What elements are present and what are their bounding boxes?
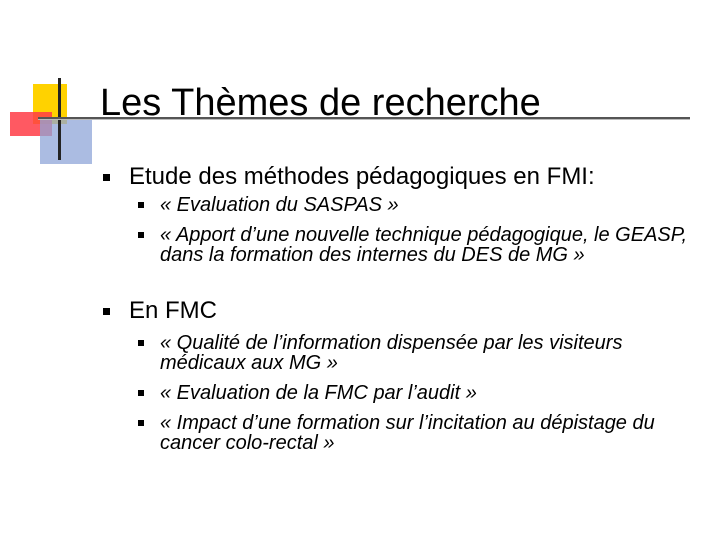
square-bullet-icon (138, 390, 144, 396)
list-item (160, 333, 700, 373)
section-heading-fmc (129, 297, 217, 325)
list-item-text: « Impact d’une formation sur l’incitation au dépistage du cancer colo-rectal » (160, 412, 655, 454)
square-bullet-icon (138, 340, 144, 346)
square-bullet-icon (138, 202, 144, 208)
list-item-text: « Evaluation du SASPAS » (160, 194, 399, 216)
decor-blue-square (40, 118, 92, 164)
list-item (160, 413, 700, 453)
section-heading-text: En FMC (129, 297, 218, 324)
list-item-text: « Qualité de l’information dispensée par les visiteurs médicaux aux MG » (160, 332, 623, 374)
square-bullet-icon (103, 308, 110, 315)
list-item (160, 195, 700, 215)
section-heading-fmi (129, 163, 595, 191)
list-item (160, 383, 700, 403)
slide-title: Les Thèmes de recherche (100, 82, 541, 124)
list-item-text: « Apport d’une nouvelle technique pédagogique, le GEASP, dans la formation des internes du DES de MG » (160, 224, 688, 266)
section-heading-text: Etude des méthodes pédagogiques en FMI: (129, 163, 595, 190)
list-item (160, 225, 700, 265)
list-item-text: « Evaluation de la FMC par l’audit » (160, 382, 477, 404)
square-bullet-icon (103, 174, 110, 181)
square-bullet-icon (138, 232, 144, 238)
square-bullet-icon (138, 420, 144, 426)
